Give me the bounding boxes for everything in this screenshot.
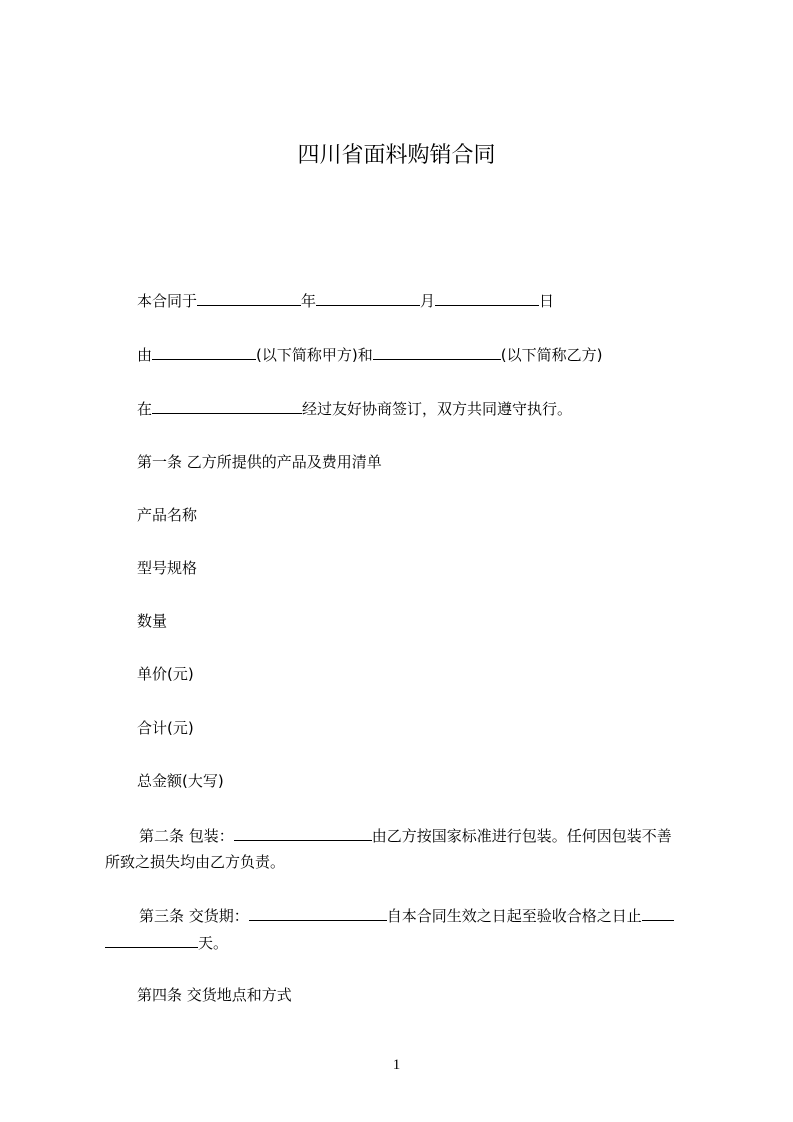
date-prefix: 本合同于 bbox=[137, 292, 198, 310]
contract-date-line bbox=[137, 290, 554, 311]
article-3-text: 自本合同生效之日起至验收合格之日止 bbox=[386, 907, 642, 925]
place-prefix: 在 bbox=[137, 400, 153, 418]
article-3-line bbox=[139, 905, 674, 926]
year-blank bbox=[197, 290, 301, 306]
signing-place-line bbox=[137, 398, 572, 419]
article-2-continuation: 所致之损失均由乙方负责。 bbox=[105, 853, 286, 871]
article-3-label: 第三条 交货期： bbox=[139, 907, 249, 925]
article-2-line bbox=[139, 825, 672, 846]
month-label: 月 bbox=[420, 292, 436, 310]
days-blank-end bbox=[105, 932, 198, 948]
days-blank-start bbox=[642, 905, 674, 921]
place-suffix: 经过友好协商签订，双方共同遵守执行。 bbox=[302, 400, 573, 418]
article-2-label: 第二条 包装： bbox=[139, 827, 234, 845]
item-unit-price: 单价(元) bbox=[137, 665, 194, 683]
parties-line bbox=[137, 344, 602, 365]
day-blank bbox=[435, 290, 539, 306]
article-4-heading: 第四条 交货地点和方式 bbox=[137, 986, 292, 1004]
item-quantity: 数量 bbox=[137, 612, 168, 630]
page-title: 四川省面料购销合同 bbox=[297, 143, 496, 168]
article-3-continuation-line bbox=[105, 932, 228, 953]
packaging-blank bbox=[234, 825, 372, 841]
party-b-label: (以下简称乙方) bbox=[500, 346, 603, 364]
place-blank bbox=[152, 398, 302, 414]
party-a-label: (以下简称甲方)和 bbox=[256, 346, 373, 364]
delivery-period-blank bbox=[249, 905, 387, 921]
day-label: 日 bbox=[539, 292, 555, 310]
item-model-spec: 型号规格 bbox=[137, 559, 198, 577]
article-2-text: 由乙方按国家标准进行包装。任何因包装不善 bbox=[371, 827, 672, 845]
month-blank bbox=[316, 290, 420, 306]
party-a-blank bbox=[152, 344, 256, 360]
party-b-blank bbox=[373, 344, 501, 360]
item-product-name: 产品名称 bbox=[137, 506, 198, 524]
article-1-heading: 第一条 乙方所提供的产品及费用清单 bbox=[137, 453, 382, 471]
article-3-continuation: 天。 bbox=[198, 934, 229, 952]
year-label: 年 bbox=[301, 292, 317, 310]
item-subtotal: 合计(元) bbox=[137, 719, 194, 737]
page-number: 1 bbox=[392, 1057, 401, 1073]
parties-prefix: 由 bbox=[137, 346, 153, 364]
item-total-amount: 总金额(大写) bbox=[137, 772, 224, 790]
